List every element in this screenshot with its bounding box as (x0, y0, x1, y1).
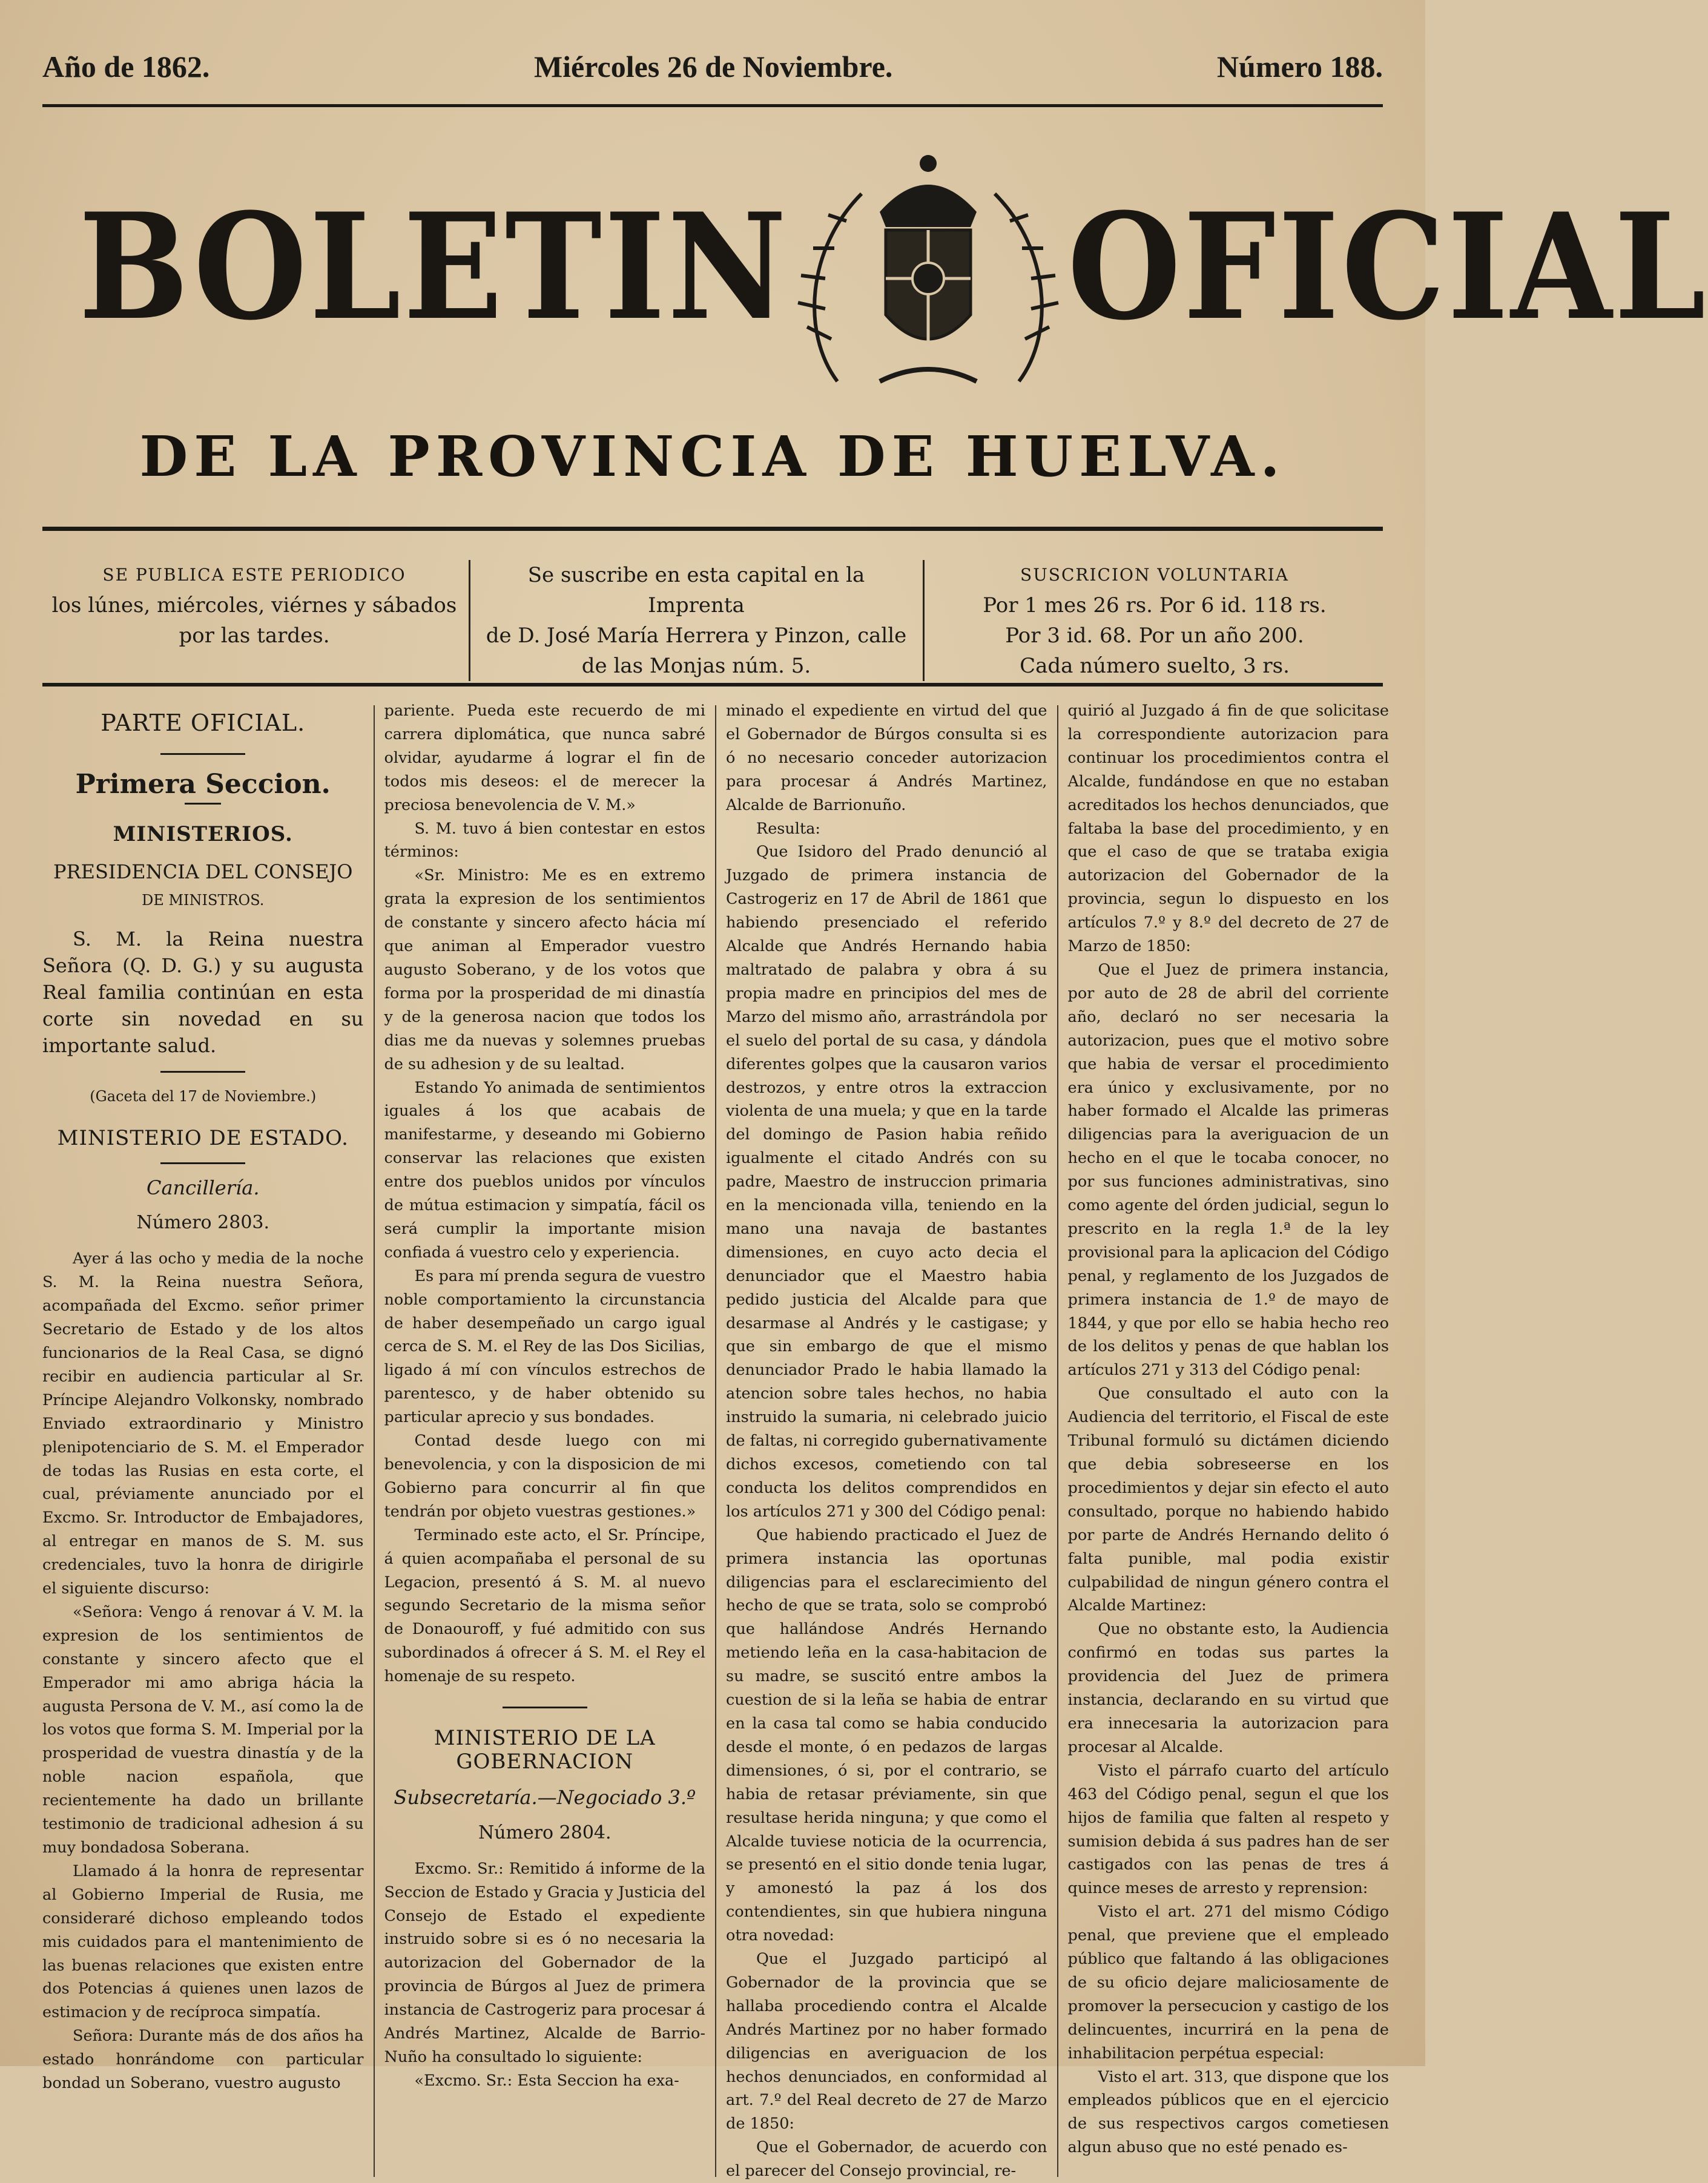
numero-heading: Número 2803. (136, 1212, 270, 1234)
paragraph: Que el Juez de primera instancia, por auto de 28 de abril del corriente año, declaró no ser necesaria la autorizacion, pues que el motivo sobre que habia de versar el procedimiento era único y exclusivamente, por no haber formado el Alcalde las primeras diligencias para la averiguacion de un hecho en el que le tocaba conocer, no por sus funciones administrativas, sino como agente del órden judicial, segun lo prescrito en la regla 1.ª de la ley provisional para la aplicacion del Código penal, y reglamento de los Juzgados de primera instancia de 1.º de mayo de 1844, y que por ello se habia hecho reo de los delitos y penas de que hablan los artículos 271 y 313 del Código penal: (1067, 960, 1389, 1380)
column-2 (384, 699, 706, 2183)
gobernacion-heading: MINISTERIO DE LA GOBERNACION (434, 1726, 656, 1774)
presidencia-line-1: PRESIDENCIA DEL CONSEJO (53, 860, 353, 883)
masthead-right-word: OFICIAL (1067, 180, 1708, 352)
coat-of-arms-icon (789, 139, 1067, 393)
header-date: Miércoles 26 de Noviembre. (533, 50, 893, 84)
divider (503, 1707, 587, 1708)
info-divider (923, 560, 925, 681)
paragraph: Terminado este acto, el Sr. Príncipe, á quien acompañaba el personal de su Legacion, presentó á S. M. al nuevo segundo Secretario de la misma señor de Donaouroff, y fué admitido con sus subordinados á ofrecer á S. M. el Rey el homenaje de su respeto. (384, 1526, 705, 1686)
paragraph: Señora: Durante más de dos años ha estado honrándome con particular bondad un Soberano, vuestro augusto (42, 2027, 364, 2093)
paragraph: Que habiendo practicado el Juez de primera instancia las oportunas diligencias para el esclarecimiento del hecho de que se trata, solo se comprobó que hallándose Andrés Hernando metiendo leña en la casa-habitacion de su madre, se suscitó entre ambos la cuestion de si la leña se habia de entrar en la casa tal como se habia conducido desde el monte, ó en pedazos de largas dimensiones, ó si, por el contrario, se habia de retasar préviamente, sin que resultase herida ninguna; y que como el Alcalde tuviese noticia de la ocurrencia, se presentó en el sitio donde tenia lugar, y amonestó la paz á los dos contendientes, sin que hubiera ninguna otra novedad: (726, 1526, 1047, 1945)
paragraph: Que no obstante esto, la Audiencia confirmó en todas sus partes la providencia del Juez de primera instancia, declarando en su virtud que era innecesaria la autorizacion para procesar al Alcalde. (1067, 1620, 1389, 1756)
paragraph: Contad desde luego con mi benevolencia, y con la disposicion de mi Gobierno para concurrir al fin que tendrán por objeto vuestras gestiones.» (384, 1432, 705, 1521)
column-4 (1068, 699, 1390, 2183)
cancilleria-heading: Cancillería. (146, 1176, 260, 1199)
paragraph: Que consultado el auto con la Audiencia del territorio, el Fiscal de este Tribunal formuló su dictámen diciendo que debia sobreseerse en los procedimientos y dejar sin efecto el auto consultado, porque no habiendo habido por parte de Andrés Hernando delito ó falta punible, mal podia existir culpabilidad de ningun género contra el Alcalde Martinez: (1067, 1385, 1389, 1615)
gaceta-reference: (Gaceta del 17 de Noviembre.) (90, 1087, 317, 1105)
paragraph: S. M. tuvo á bien contestar en estos términos: (384, 819, 705, 861)
subscribe-line-1: Se suscribe en esta capital en la Imprenta (527, 563, 865, 617)
paragraph: minado el expediente en virtud del que el Gobernador de Búrgos consulta si es ó no necesario conceder autorizacion para procesar á Andrés Martinez, Alcalde de Barrionuño. (726, 702, 1047, 814)
paragraph: Ayer á las ocho y media de la noche S. M. la Reina nuestra Señora, acompañada del Excmo. señor primer Secretario de Estado y de los altos funcionarios de la Real Casa, se dignó recibir en audiencia particular al Sr. Príncipe Alejandro Volkonsky, nombrado Enviado extraordinario y Ministro plenipotenciario de S. M. el Emperador de todas las Rusias en esta corte, el cual, préviamente anunciado por el Excmo. Sr. Introductor de Embajadores, al entregar en manos de S. M. sus credenciales, tuvo la honra de dirigirle el siguiente discurso: (42, 1250, 364, 1598)
subscription-place (472, 548, 920, 693)
paragraph: Que Isidoro del Prado denunció al Juzgado de primera instancia de Castrogeriz en 17 de Abril de 1861 que habiendo presenciado el referido Alcalde que Andrés Hernando habia maltratado de palabra y obra á su propia madre en principios del mes de Marzo del mismo año, arrastrándola por el suelo del portal de su casa, y dándola diferentes golpes que la causaron varios destrozos, y entre otros la extraccion violenta de una muela; y que en la tarde del domingo de Pasion habia reñido igualmente el citado Andrés con su padre, Maestro de instruccion primaria en la mencionada villa, teniendo en la mano una navaja de bastantes dimensiones, en cuyo acto decia el denunciador que el Maestro habia pedido justicia del Alcalde para que desarmase al Andrés y le castigase; y que sin embargo de que el mismo denunciador Prado le habia llamado la atencion sobre tales hechos, no habia instruido la sumaria, ni celebrado juicio de faltas, ni corregido gubernativamente dichos excesos, cometiendo con tal conducta los delitos comprendidos en los artículos 271 y 300 del Código penal: (726, 843, 1047, 1521)
presidencia-heading (42, 858, 364, 914)
prices-line-1: Por 1 mes 26 rs. Por 6 id. 118 rs. (983, 593, 1327, 617)
header-rule (42, 104, 1383, 107)
ministerios-heading: MINISTERIOS. (113, 822, 293, 846)
publication-info (42, 548, 1383, 681)
subsecretaria-heading: Subsecretaría.—Negociado 3.º (394, 1785, 696, 1809)
paragraph: Visto el art. 271 del mismo Código penal, que previene que el empleado público que faltando á las obligaciones de su oficio dejare maliciosamente de promover la persecucion y castigo de los delincuentes, incurrirá en la pena de inhabilitacion perpétua especial: (1067, 1903, 1389, 2063)
prices-line-2: Por 3 id. 68. Por un año 200. (1005, 624, 1304, 648)
schedule-line-1: SE PUBLICA ESTE PERIODICO (102, 565, 406, 585)
paragraph: S. M. la Reina nuestra Señora (Q. D. G.) y su augusta Real familia continúan en esta corte sin novedad en su importante salud. (42, 927, 364, 1057)
section-title: Primera Seccion. (75, 768, 331, 800)
column-divider (374, 705, 375, 2177)
paragraph: Es para mí prenda segura de vuestro noble comportamiento la circunstancia de haber desempeñado un cargo igual cerca de S. M. el Rey de las Dos Sicilias, ligado á mí con vínculos estrechos de parentesco, y de haber obtenido su particular aprecio y sus bondades. (384, 1266, 705, 1427)
info-top-rule (42, 527, 1383, 531)
paragraph: Excmo. Sr.: Remitido á informe de la Seccion de Estado y Gracia y Justicia del Consejo de Estado el expediente instruido sobre si es ó no necesaria la autorizacion del Gobernador de la provincia de Búrgos al Juez de primera instancia de Castrogeriz para procesar á Andrés Martinez, Alcalde de Barrio-Nuño ha consultado lo siguiente: (384, 1859, 705, 2066)
paragraph: «Sr. Ministro: Me es en extremo grata la expresion de los sentimientos de constante y sincero afecto hácia mí que animan al Emperador vuestro augusto Soberano, y de los votos que forma por la prosperidad de mi dinastía y de la generosa nacion que todos los dias me da nuevas y solemnes pruebas de su adhesion y de su lealtad. (384, 866, 705, 1073)
column-3 (726, 699, 1047, 2183)
subscribe-line-2: de D. José María Herrera y Pinzon, calle (486, 624, 907, 648)
paragraph: «Excmo. Sr.: Esta Seccion ha exa- (414, 2071, 679, 2090)
info-divider (469, 560, 470, 681)
masthead-left-word: BOLETIN (79, 180, 790, 352)
prices-line-3: Cada número suelto, 3 rs. (1020, 654, 1290, 678)
header-line (42, 36, 1383, 97)
paragraph: Resulta: (756, 819, 820, 838)
paragraph: Estando Yo animada de sentimientos iguales á los que acabais de manifestarme, y deseando mi Gobierno conservar las relaciones que existen entre dos pueblos unidos por vínculos de mútua estimacion y simpatía, fácil os será cumplir la importante mision confiada á vuestro celo y experiencia. (384, 1078, 705, 1262)
schedule-line-3: por las tardes. (179, 624, 330, 648)
paragraph: quirió al Juzgado á fin de que solicitase la correspondiente autorizacion para continuar los procedimientos contra el Alcalde, fundándose en que no estaban acreditados los hechos denunciados, que faltaba la base del procedimiento, y en que el caso de que se trataba exigia autorizacion del Gobernador de la provincia, segun lo dispuesto en los artículos 7.º y 8.º del decreto de 27 de Marzo de 1850: (1067, 702, 1389, 956)
presidencia-line-2: DE MINISTROS. (142, 891, 265, 909)
divider (185, 803, 221, 805)
info-bottom-rule (42, 683, 1383, 687)
schedule-line-2: los lúnes, miércoles, viérnes y sábados (51, 593, 457, 617)
section-heading: PARTE OFICIAL. (101, 710, 306, 736)
numero-heading: Número 2804. (478, 1822, 612, 1843)
paragraph: Visto el art. 313, que dispone que los empleados públicos que en el ejercicio de sus respectivos cargos cometiesen algun abuso que no esté penado es- (1067, 2067, 1389, 2157)
masthead (79, 151, 1708, 381)
estado-heading: MINISTERIO DE ESTADO. (57, 1125, 349, 1150)
paragraph: Visto el párrafo cuarto del artículo 463 del Código penal, segun el que los hijos de familia que falten al respeto y sumision debida á sus padres han de ser castigados con las penas de tres á quince meses de arresto y reprension: (1067, 1761, 1389, 1898)
paragraph: «Señora: Vengo á renovar á V. M. la expresion de los sentimientos de constante y sincero afecto que el Emperador mi amo abriga hácia la augusta Persona de V. M., así como la de los votos que forma S. M. Imperial por la prosperidad de vuestra dinastía y de la noble nacion española, que recientemente ha dado un brillante testimonio de tradicional adhesion á su muy bondadosa Soberana. (42, 1602, 364, 1857)
subscription-prices (926, 548, 1383, 693)
prices-title: SUSCRICION VOLUNTARIA (1020, 565, 1289, 585)
paragraph: Que el Juzgado participó al Gobernador de la provincia que se hallaba procediendo contra el Alcalde Andrés Martinez por no haber formado diligencias en averiguacion de los hechos denunciados, en conformidad al art. 7.º del Real decreto de 27 de Marzo de 1850: (726, 1950, 1047, 2133)
paragraph: Que el Gobernador, de acuerdo con el parecer del Consejo provincial, re- (726, 2138, 1047, 2181)
column-divider (1057, 705, 1058, 2177)
header-number: Número 188. (1216, 50, 1383, 84)
paragraph: pariente. Pueda este recuerdo de mi carrera diplomática, que nunca sabré olvidar, ayudarme á lograr el fin de todos mis deseos: el de merecer la preciosa benevolencia de V. M.» (384, 702, 705, 814)
masthead-subtitle: DE LA PROVINCIA DE HUELVA. (139, 424, 1286, 489)
column-divider (715, 705, 716, 2177)
column-1 (42, 699, 364, 2183)
publication-schedule (42, 548, 466, 693)
paragraph: Llamado á la honra de representar al Gobierno Imperial de Rusia, me consideraré dichoso empleando todos mis cuidados para el mantenimiento de las buenas relaciones que existen entre dos Potencias á quienes unen lazos de estimacion y de recíproca simpatía. (42, 1862, 364, 2022)
article-columns (42, 699, 1389, 2181)
divider (160, 753, 245, 755)
divider (160, 1071, 245, 1073)
header-year: Año de 1862. (42, 50, 210, 84)
subscribe-line-3: de las Monjas núm. 5. (581, 654, 811, 678)
divider (160, 1162, 245, 1164)
